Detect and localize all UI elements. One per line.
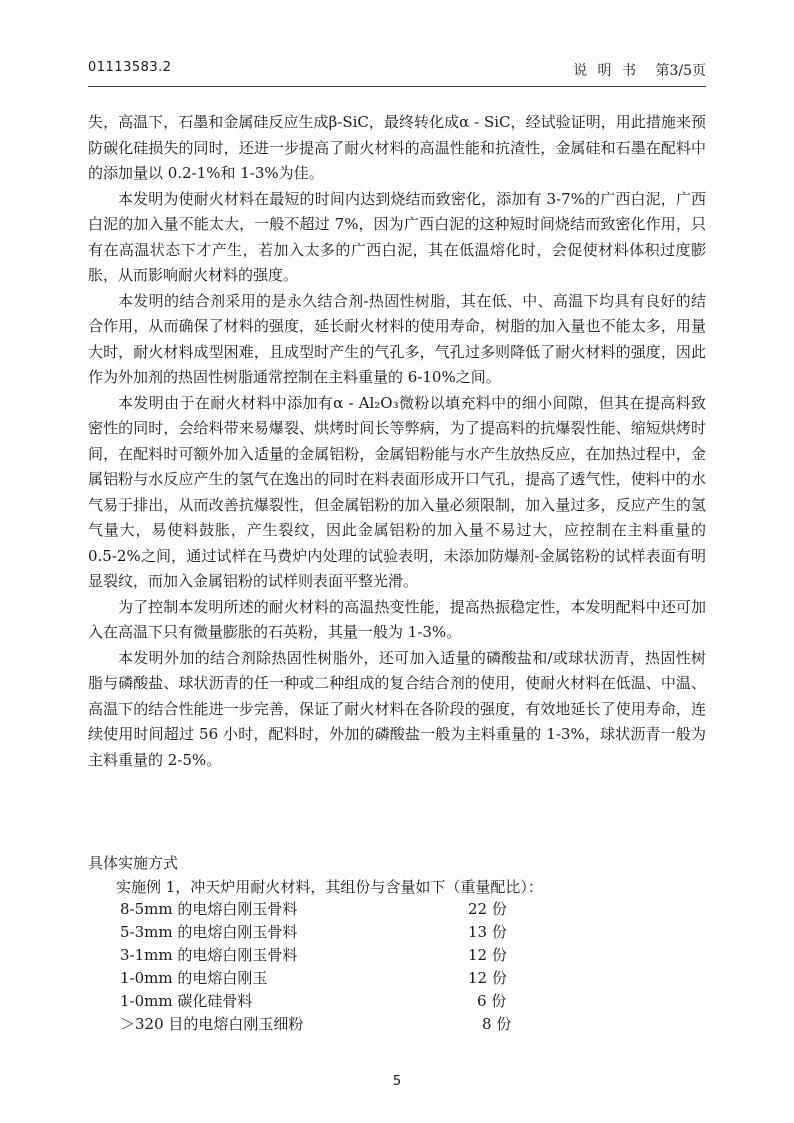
recipe-item: 3-1mm 的电熔白刚玉骨料 bbox=[120, 946, 298, 964]
recipe-item: 5-3mm 的电熔白刚玉骨料 bbox=[120, 923, 298, 941]
recipe-row bbox=[120, 1013, 540, 1036]
recipe-amount: 12 份 bbox=[468, 969, 507, 987]
recipe-row bbox=[120, 990, 540, 1013]
section-title: 具体实施方式 bbox=[88, 854, 179, 872]
recipe-amount: 13 份 bbox=[468, 923, 507, 941]
page-header bbox=[88, 60, 706, 84]
page-number: 5 bbox=[392, 1074, 402, 1089]
page-indicator: 第3/5页 bbox=[655, 63, 706, 79]
paragraph-3: 本发明的结合剂采用的是永久结合剂-热固性树脂，其在低、中、高温下均具有良好的结合作用，从而确保了材料的强度，延长耐火材料的使用寿命，树脂的加入量也不能太多，用量大时，耐火材料成型困难，且成型时产生的气孔多，气孔过多则降低了耐火材料的强度，因此作为外加剂的热固性树脂通常控制在主料重量的 6-10%之间。 bbox=[88, 291, 706, 386]
recipe-list bbox=[120, 898, 540, 1036]
recipe-item: 1-0mm 碳化硅骨料 bbox=[120, 992, 253, 1010]
recipe-row bbox=[120, 944, 540, 967]
paragraph-2: 本发明为使耐火材料在最短的时间内达到烧结而致密化，添加有 3-7%的广西白泥，广西白泥的加入量不能太大，一般不超过 7%，因为广西白泥的这种短时间烧结而致密化作用，只有在高温状态下才产生，若加入太多的广西白泥，其在低温熔化时，会促使材料体积过度膨胀，从而影响耐火材料的强度。 bbox=[88, 189, 706, 284]
paragraph-6: 本发明外加的结合剂除热固性树脂外，还可加入适量的磷酸盐和/或球状沥青，热固性树脂与磷酸盐、球状沥青的任一种或二种组成的复合结合剂的使用，使耐火材料在低温、中温、高温下的结合性能进一步完善，保证了耐火材料在各阶段的强度，有效地延长了使用寿命，连续使用时间超过 56 小时，配料时，外加的磷酸盐一般为主料重量的 1-3%，球状沥青一般为主料重量的 2-5%。 bbox=[88, 648, 706, 769]
recipe-row bbox=[120, 921, 540, 944]
recipe-item: ＞320 目的电熔白刚玉细粉 bbox=[120, 1015, 304, 1033]
recipe-amount: 12 份 bbox=[468, 946, 507, 964]
example-intro: 实施例 1，冲天炉用耐火材料，其组份与含量如下（重量配比）： bbox=[116, 878, 543, 896]
application-number: 01113583.2 bbox=[88, 60, 172, 75]
paragraph-1: 失，高温下，石墨和金属硅反应生成β-SiC，最终转化成α - SiC，经试验证明，用此措施来预防碳化硅损失的同时，还进一步提高了耐火材料的高温性能和抗渣性，金属硅和石墨在配料中的添加量以 0.2-1%和 1-3%为佳。 bbox=[88, 113, 706, 182]
paragraph-4: 本发明由于在耐火材料中添加有α - Al₂O₃微粉以填充料中的细小间隙，但其在提高料致密性的同时，会给料带来易爆裂、烘烤时间长等弊病，为了提高料的抗爆裂性能、缩短烘烤时间，在配料时可额外加入适量的金属铝粉，金属铝粉能与水产生放热反应，在加热过程中，金属铝粉与水反应产生的氢气在逸出的同时在料表面形成开口气孔，提高了透气性，使料中的水气易于排出，从而改善抗爆裂性，但金属铝粉的加入量必须限制，加入量过多，反应产生的氢气量大，易使料鼓胀，产生裂纹，因此金属铝粉的加入量不易过大，应控制在主料重量的 0.5-2%之间，通过试样在马费炉内处理的试验表明，未添加防爆剂-金属铭粉的试样表面有明显裂纹，而加入金属铝粉的试样则表面平整光滑。 bbox=[88, 393, 706, 590]
recipe-item: 8-5mm 的电熔白刚玉骨料 bbox=[120, 900, 298, 918]
recipe-row bbox=[120, 967, 540, 990]
document-type: 说 明 书 bbox=[573, 63, 636, 79]
recipe-row bbox=[120, 898, 540, 921]
recipe-amount: 6 份 bbox=[477, 992, 507, 1010]
recipe-item: 1-0mm 的电熔白刚玉 bbox=[120, 969, 268, 987]
recipe-amount: 8 份 bbox=[482, 1015, 512, 1033]
body-text bbox=[88, 110, 706, 773]
header-rule bbox=[88, 86, 706, 87]
recipe-amount: 22 份 bbox=[468, 900, 507, 918]
paragraph-5: 为了控制本发明所述的耐火材料的高温热变性能，提高热振稳定性，本发明配料中还可加入在高温下只有微量膨胀的石英粉，其量一般为 1-3%。 bbox=[88, 597, 706, 641]
